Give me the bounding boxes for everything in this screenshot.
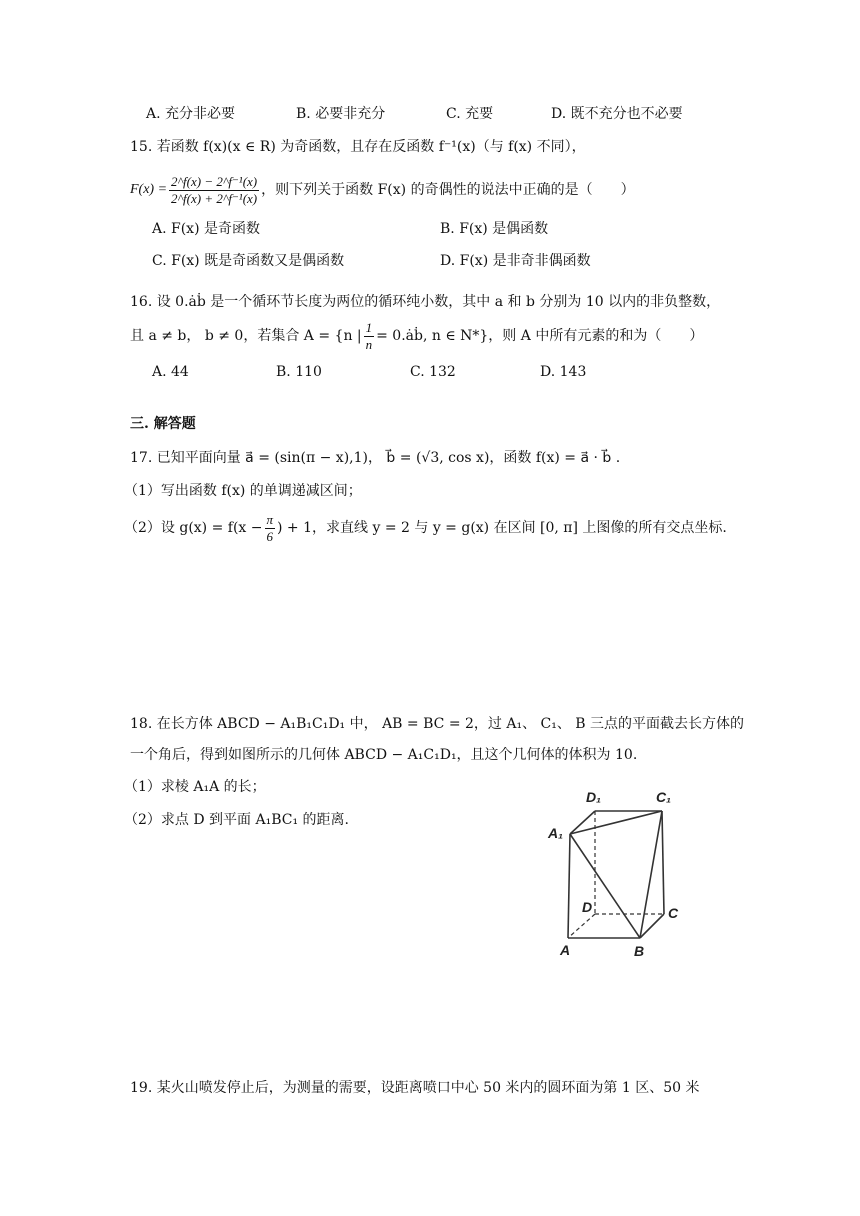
q17-part1: （1）写出函数 f(x) 的单调递减区间； — [124, 483, 362, 499]
q16-fraction-denominator: n — [365, 336, 373, 352]
q17-stem: 17. 已知平面向量 a⃗ = (sin(π − x),1)， b⃗ = (√3, cos x)，函数 f(x) = a⃗ · b⃗ . — [130, 450, 621, 466]
label-a1: A₁ — [548, 825, 564, 841]
q15-formula-numerator: 2^f(x) − 2^f⁻¹(x) — [171, 173, 258, 189]
q16-condition-post: = 0.ȧḃ, n ∈ N*}，则 A 中所有元素的和为（ ） — [376, 328, 704, 344]
q15-stem: 15. 若函数 f(x)(x ∈ R) 为奇函数，且存在反函数 f⁻¹(x)（与 f(x) 不同）， — [130, 139, 586, 155]
q17-part2-fraction — [265, 512, 276, 545]
q16-option-d: D. 143 — [540, 364, 587, 380]
q15-formula-lhs: F(x) = — [130, 182, 168, 197]
q17-fraction-denominator: 6 — [266, 528, 273, 544]
label-b: B — [634, 943, 645, 959]
q15-option-a: A. F(x) 是奇函数 — [152, 221, 260, 237]
label-d: D — [582, 899, 593, 915]
q14-option-a: A. 充分非必要 — [146, 106, 236, 122]
q16-option-a: A. 44 — [152, 364, 189, 380]
q15-option-b: B. F(x) 是偶函数 — [440, 221, 549, 237]
q15-option-c: C. F(x) 既是奇函数又是偶函数 — [152, 253, 345, 269]
q17-part2-pre: （2）设 g(x) = f(x − — [124, 520, 263, 536]
q14-option-d: D. 既不充分也不必要 — [551, 106, 683, 122]
q18-part1: （1）求棱 A₁A 的长； — [124, 779, 266, 795]
q19-stem: 19. 某火山喷发停止后，为测量的需要，设距离喷口中心 50 米内的圆环面为第 1 区、50 米 — [130, 1080, 700, 1096]
q14-option-c: C. 充要 — [446, 106, 494, 122]
q16-stem: 16. 设 0.ȧḃ 是一个循环节长度为两位的循环纯小数，其中 a 和 b 分别为 10 以内的非负整数， — [130, 294, 721, 310]
q15-formula-tail: ，则下列关于函数 F(x) 的奇偶性的说法中正确的是（ ） — [261, 182, 635, 198]
q15-formula-denominator: 2^f(x) + 2^f⁻¹(x) — [171, 190, 258, 206]
section-title: 三. 解答题 — [130, 416, 196, 432]
q15-formula-fraction — [169, 174, 259, 207]
q14-option-b: B. 必要非充分 — [296, 106, 386, 122]
q15-option-d: D. F(x) 是非奇非偶函数 — [440, 253, 591, 269]
q17-fraction-numerator: π — [266, 511, 274, 527]
label-c1: C₁ — [656, 789, 672, 805]
q17-part2 — [124, 510, 727, 546]
q16-condition-pre: 且 a ≠ b， b ≠ 0，若集合 A = {n | — [130, 328, 362, 344]
q18-stem-continued: 一个角后，得到如图所示的几何体 ABCD − A₁C₁D₁，且这个几何体的体积为 10. — [130, 747, 638, 763]
q16-fraction-numerator: 1 — [365, 319, 373, 335]
label-d1: D₁ — [586, 789, 602, 805]
q17-part2-post: ) + 1，求直线 y = 2 与 y = g(x) 在区间 [0, π] 上图像的所有交点坐标. — [277, 520, 727, 536]
q16-fraction — [364, 320, 375, 353]
q16-option-c: C. 132 — [410, 364, 456, 380]
label-a: A — [560, 942, 571, 958]
label-c: C — [668, 905, 679, 921]
q18-stem: 18. 在长方体 ABCD − A₁B₁C₁D₁ 中， AB = BC = 2，过 A₁、 C₁、 B 三点的平面截去长方体的 — [130, 716, 745, 732]
q16-option-b: B. 110 — [276, 364, 322, 380]
q18-geometry-figure — [540, 780, 700, 970]
q16-condition — [130, 318, 703, 354]
q15-formula — [130, 172, 635, 208]
q18-part2: （2）求点 D 到平面 A₁BC₁ 的距离. — [124, 812, 349, 828]
